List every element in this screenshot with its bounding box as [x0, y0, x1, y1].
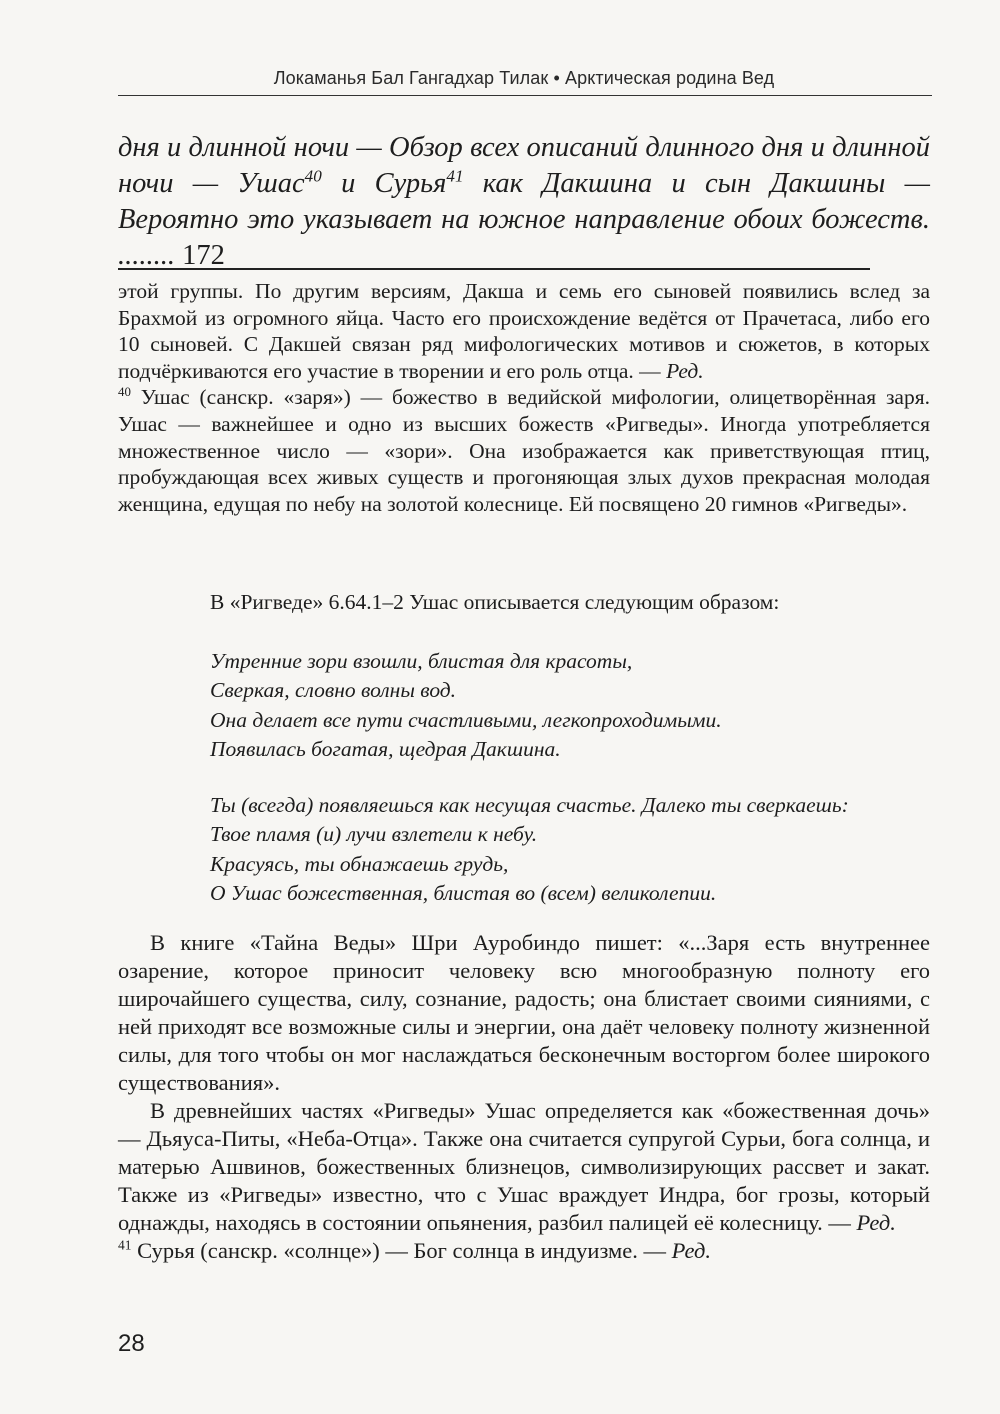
header-rule	[118, 95, 932, 96]
verse-line: Красуясь, ты обнажаешь грудь,	[210, 851, 509, 876]
toc-sup-41: 41	[446, 166, 464, 186]
footnote-40-text: Ушас (санскр. «заря») — божество в ведийской мифологии, олицетворённая заря. Ушас — важнейшее и одно из высших божеств «Ригведы». Иногда употребляется множественное число — «зори». Она изображается как приветствующая птиц, пробуждающая всех живых существ и прогоняющая злых духов прекрасная молодая женщина, едущая по небу на золотой колеснице. Ей посвящено 20 гимнов «Ригведы».	[118, 385, 930, 516]
footnote-40-mark: 40	[118, 385, 131, 400]
toc-entry	[118, 130, 930, 274]
editor-mark: Ред.	[856, 1210, 896, 1235]
toc-text-a: дня и длинной ночи — Обзор всех описаний длинного дня и длинной ночи — Ушас	[118, 132, 930, 199]
body-text	[118, 929, 930, 1265]
page-number: 28	[118, 1330, 145, 1357]
toc-sup-40: 40	[304, 166, 322, 186]
footnote-rule	[118, 268, 870, 270]
quote-intro: В «Ригведе» 6.64.1–2 Ушас описывается следующим образом:	[210, 590, 780, 614]
verse-line: Ты (всегда) появляешься как несущая счастье. Далеко ты сверкаешь:	[210, 793, 849, 817]
verse-stanza-2	[210, 791, 849, 909]
verse-line: Она делает все пути счастливыми, легкопроходимыми.	[210, 707, 722, 732]
editor-mark: Ред.	[671, 1238, 711, 1263]
footnote-41-mark: 41	[118, 1237, 132, 1253]
footnote-continued	[118, 278, 930, 384]
editor-mark: Ред.	[666, 358, 704, 383]
verse-line: О Ушас божественная, блистая во (всем) великолепии.	[210, 881, 717, 906]
verse-line: Твое пламя (и) лучи взлетели к небу.	[210, 822, 538, 847]
verse-line: Утренние зори взошли, блистая для красоты,	[210, 649, 633, 673]
paragraph-rigveda	[118, 1097, 930, 1237]
footnote-40	[118, 384, 930, 517]
footnote-41	[118, 1237, 930, 1265]
paragraph-aurobindo: В книге «Тайна Веды» Шри Ауробиндо пишет: «...Заря есть внутреннее озарение, которое приносит человеку всю многообразную полноту его широчайшего существа, силу, сознание, радость; она блистает своими сияниями, с ней приходят все возможные силы и энергии, она даёт человеку полноту жизненной силы, для того чтобы он мог наслаждаться бесконечным восторгом более широкого существования».	[118, 930, 930, 1095]
footnotes	[118, 278, 930, 517]
toc-text-c: как Дакшина и сын Дакшины — Вероятно это указывает на южное направление обоих божеств. ........	[118, 168, 930, 271]
verse-line: Появилась богатая, щедрая Дакшина.	[210, 737, 561, 762]
footnote-continued-text: этой группы. По другим версиям, Дакша и семь его сыновей появились вслед за Брахмой из огромного яйца. Часто его происхождение ведётся от Прачетаса, либо его 10 сыновей. С Дакшей связан ряд мифологических мотивов и сюжетов, в которых подчёркиваются его участие в творении и его роль отца. —	[118, 279, 930, 383]
running-header: Локаманья Бал Гангадхар Тилак • Арктическая родина Вед	[273, 68, 775, 88]
verse-stanza-1	[210, 647, 722, 765]
paragraph-rigveda-text: В древнейших частях «Ригведы» Ушас определяется как «божественная дочь» — Дьяуса-Питы, «Неба-Отца». Также она считается супругой Сурьи, бога солнца, и матерью Ашвинов, божественных близнецов, символизирующих рассвет и закат. Также из «Ригведы» известно, что с Ушас враждует Индра, бог грозы, который однажды, находясь в состоянии опьянения, разбил палицей её колесницу. —	[118, 1098, 930, 1235]
toc-page-number: 172	[182, 240, 225, 271]
toc-text-b: и Сурья	[321, 168, 447, 199]
footnote-41-text: Сурья (санскр. «солнце») — Бог солнца в индуизме. —	[131, 1238, 672, 1263]
verse-line: Сверкая, словно волны вод.	[210, 678, 457, 703]
